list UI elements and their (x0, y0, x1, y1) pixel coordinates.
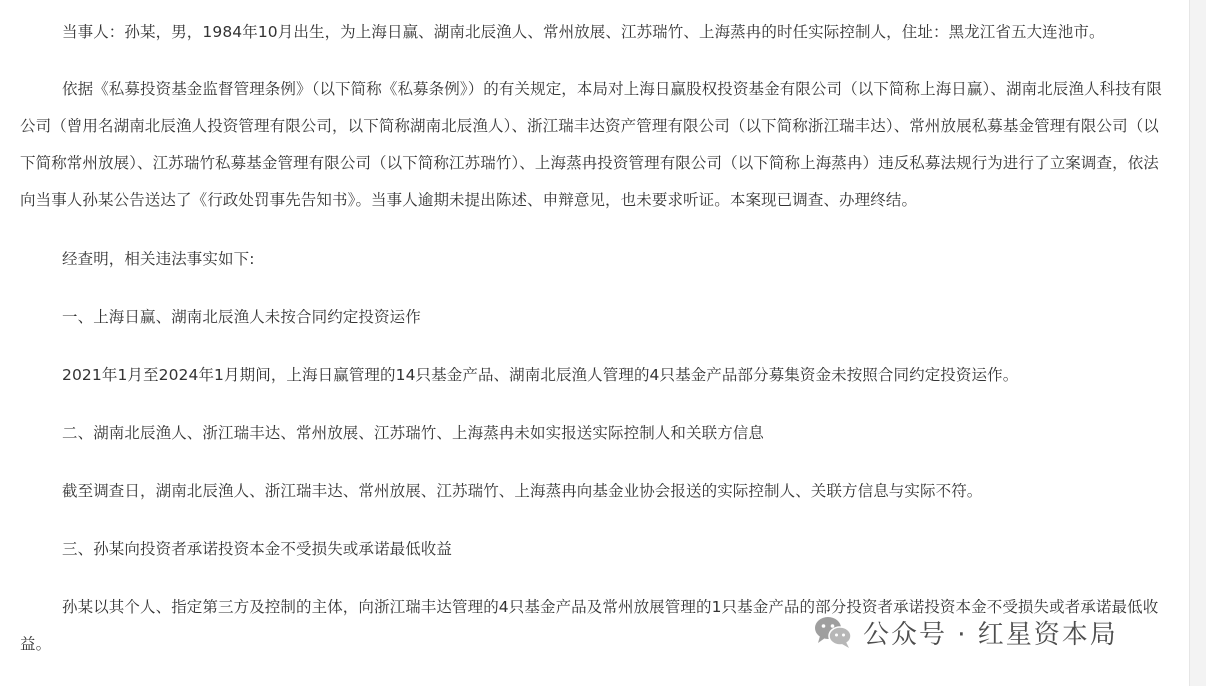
scrollbar-track[interactable] (1189, 0, 1206, 686)
paragraph-violation-3: 孙某以其个人、指定第三方及控制的主体，向浙江瑞丰达管理的4只基金产品及常州放展管理的1只基金产品的部分投资者承诺投资本金不受损失或者承诺最低收益。 (20, 598, 1159, 653)
paragraph-findings-intro: 经查明，相关违法事实如下: (62, 250, 255, 268)
heading-violation-2: 二、湖南北辰渔人、浙江瑞丰达、常州放展、江苏瑞竹、上海蒸冉未如实报送实际控制人和关联方信息 (62, 424, 765, 442)
paragraph-violation-2: 截至调查日，湖南北辰渔人、浙江瑞丰达、常州放展、江苏瑞竹、上海蒸冉向基金业协会报送的实际控制人、关联方信息与实际不符。 (62, 482, 983, 500)
wechat-icon (813, 614, 853, 650)
heading-violation-3: 三、孙某向投资者承诺投资本金不受损失或承诺最低收益 (62, 540, 453, 558)
paragraph-violation-1: 2021年1月至2024年1月期间，上海日赢管理的14只基金产品、湖南北辰渔人管理的4只基金产品部分募集资金未按照合同约定投资运作。 (62, 366, 1019, 384)
watermark-text: 公众号 · 红星资本局 (863, 619, 1118, 650)
watermark (813, 612, 1118, 652)
heading-violation-1: 一、上海日赢、湖南北辰渔人未按合同约定投资运作 (62, 308, 421, 326)
paragraph-party: 当事人：孙某，男，1984年10月出生，为上海日赢、湖南北辰渔人、常州放展、江苏瑞竹、上海蒸冉的时任实际控制人，住址：黑龙江省五大连池市。 (62, 23, 1105, 41)
paragraph-basis: 依据《私募投资基金监督管理条例》（以下简称《私募条例》）的有关规定，本局对上海日赢股权投资基金有限公司（以下简称上海日赢）、湖南北辰渔人科技有限公司（曾用名湖南北辰渔人投资管理有限公司，以下简称湖南北辰渔人）、浙江瑞丰达资产管理有限公司（以下简称浙江瑞丰达）、常州放展私募基金管理有限公司（以下简称常州放展）、江苏瑞竹私募基金管理有限公司（以下简称江苏瑞竹）、上海蒸冉投资管理有限公司（以下简称上海蒸冉）违反私募法规行为进行了立案调查，依法向当事人孙某公告送达了《行政处罚事先告知书》。当事人逾期未提出陈述、申辩意见，也未要求听证。本案现已调查、办理终结。 (20, 80, 1162, 209)
